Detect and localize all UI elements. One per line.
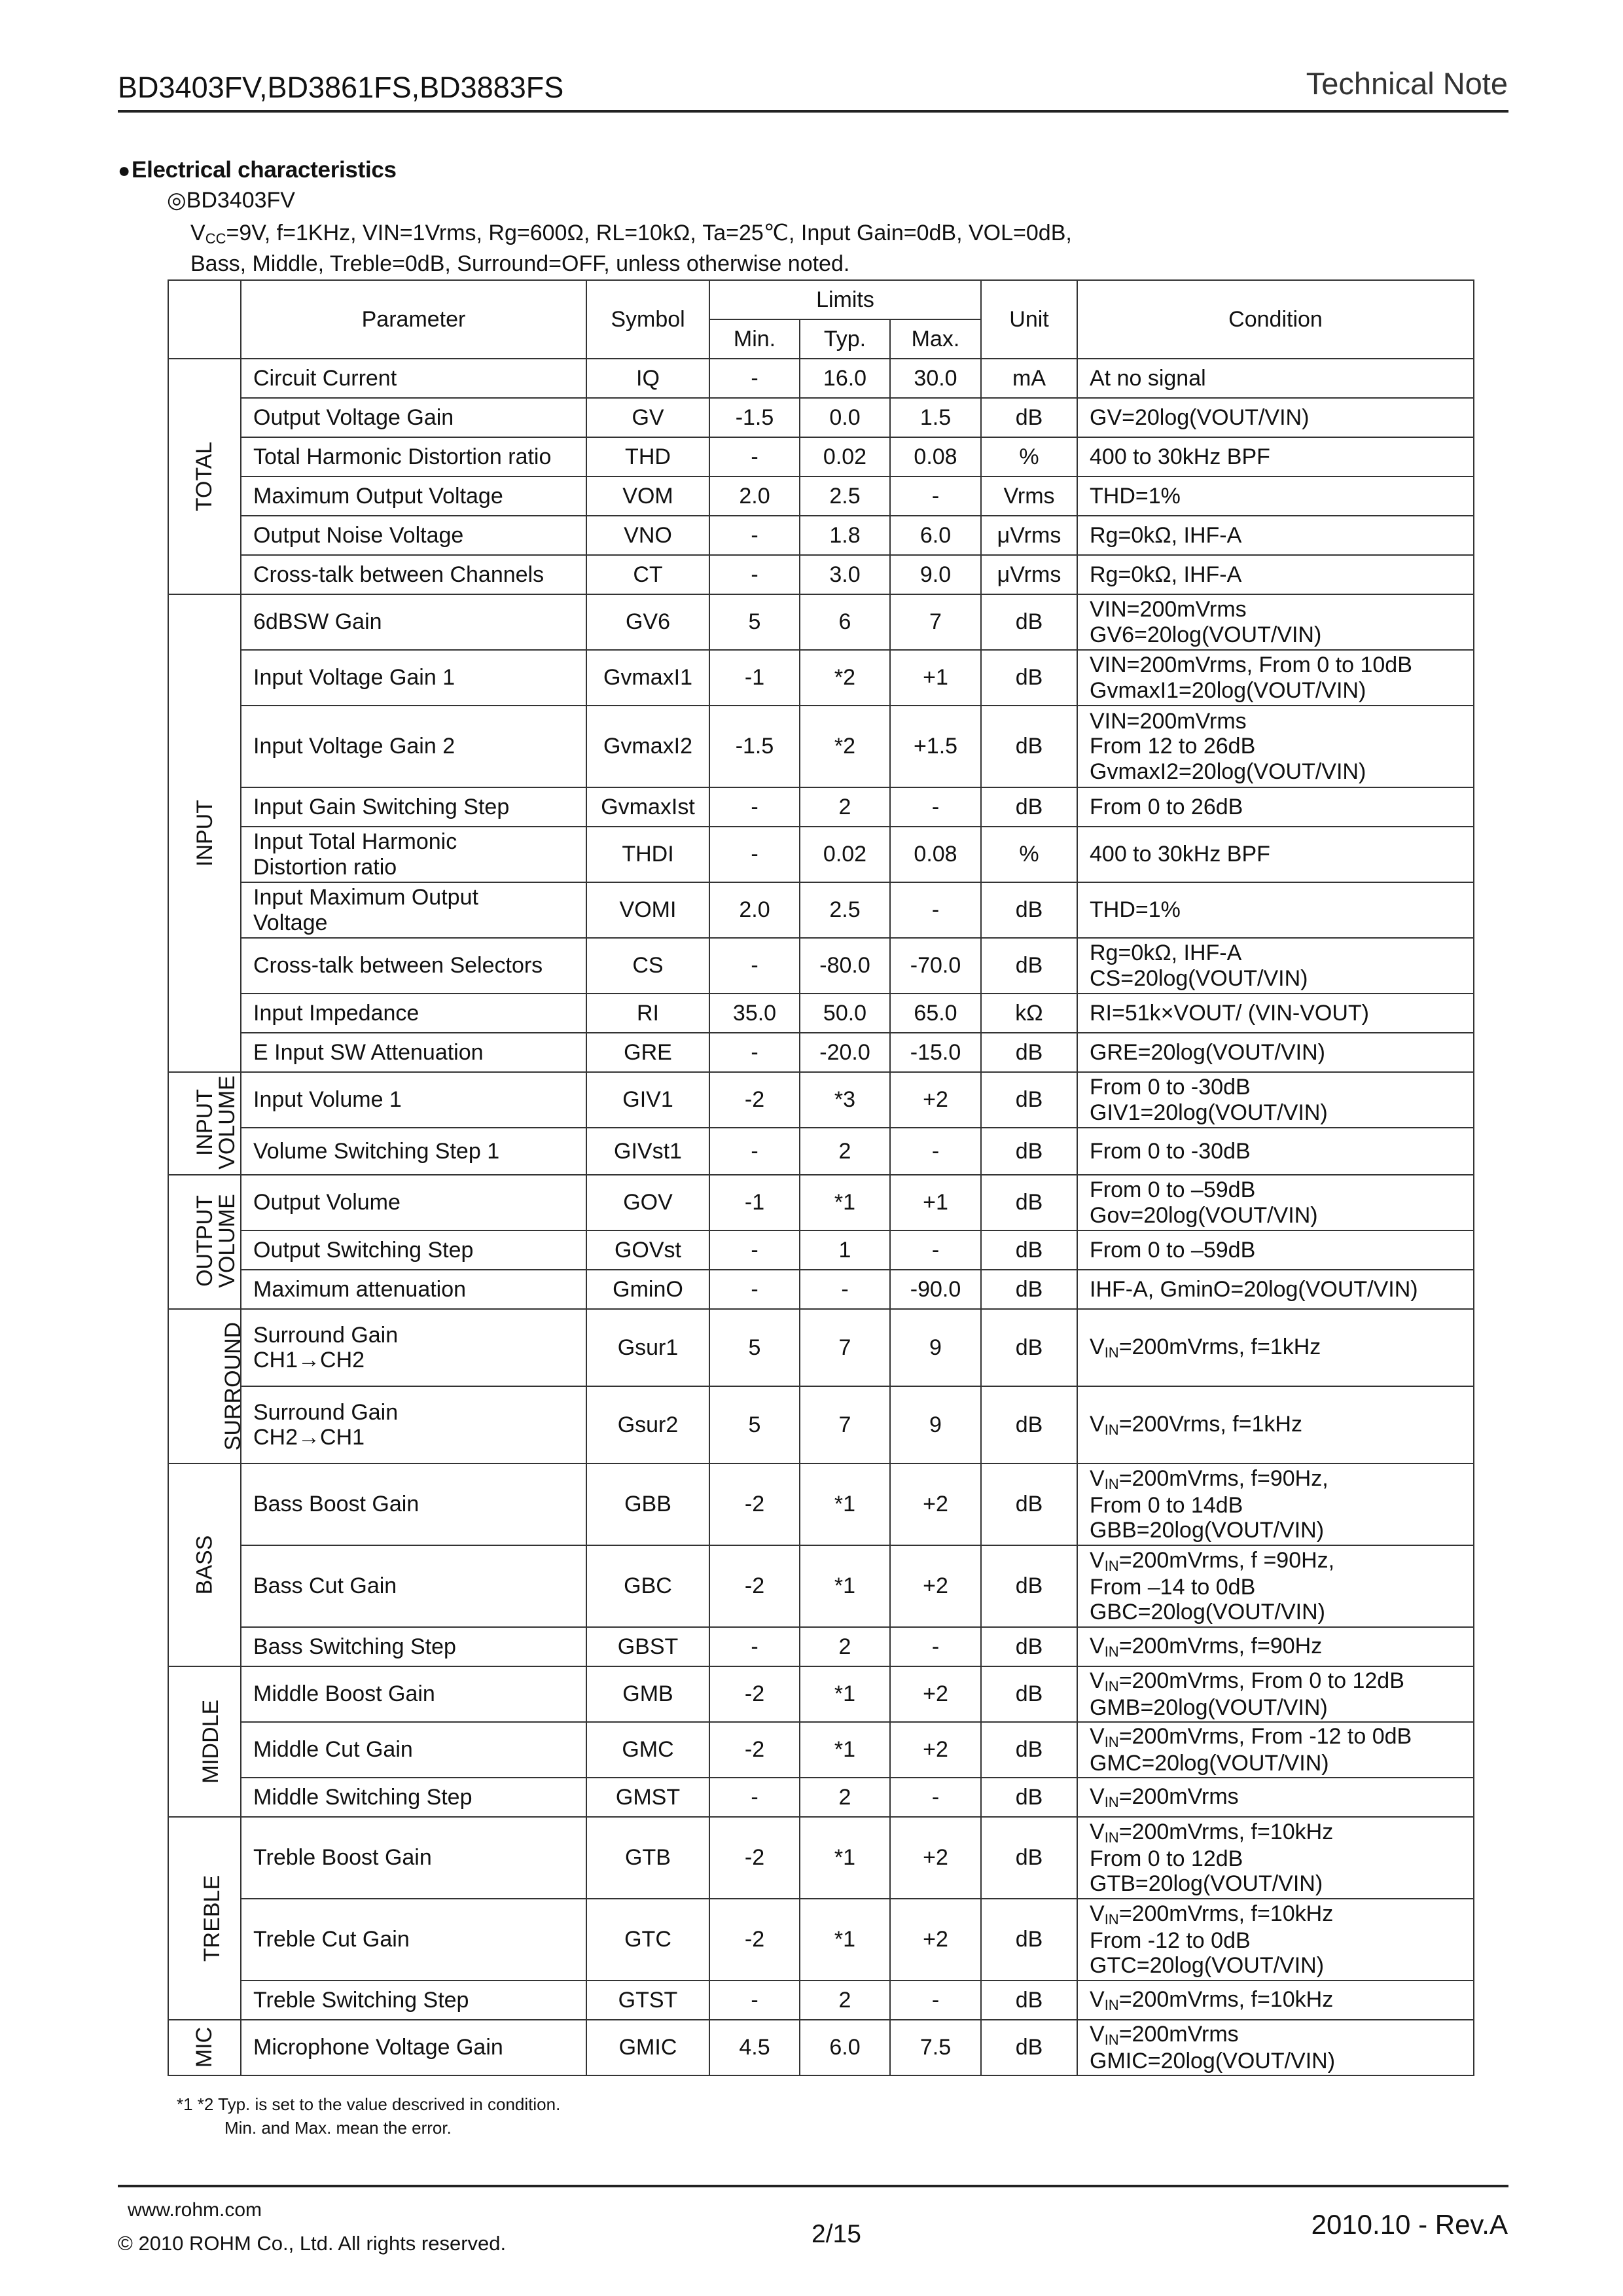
min-cell: -2 bbox=[709, 1666, 800, 1722]
table-row bbox=[168, 994, 1474, 1033]
unit-cell: dB bbox=[981, 1722, 1077, 1778]
symbol-cell: RI bbox=[586, 994, 709, 1033]
max-cell: - bbox=[890, 1627, 981, 1666]
max-cell: +2 bbox=[890, 1666, 981, 1722]
table-row bbox=[168, 1627, 1474, 1666]
max-cell: 1.5 bbox=[890, 398, 981, 437]
table-row bbox=[168, 437, 1474, 476]
max-cell: - bbox=[890, 1778, 981, 1817]
min-cell: - bbox=[709, 1033, 800, 1072]
min-cell: - bbox=[709, 1778, 800, 1817]
group-label: TREBLE bbox=[168, 1817, 241, 2020]
section-title bbox=[118, 157, 397, 183]
condition-cell: From 0 to 26dB bbox=[1077, 787, 1474, 827]
condition-cell: $V_{IN}=200mVrms$, f=1kHz bbox=[1077, 1309, 1474, 1386]
max-cell: 0.08 bbox=[890, 437, 981, 476]
symbol-cell: VOMI bbox=[586, 882, 709, 938]
typ-cell: 2.5 bbox=[800, 882, 890, 938]
table-row bbox=[168, 882, 1474, 938]
condition-cell: VIN=200mVrms GV6=20log(VOUT/VIN) bbox=[1077, 594, 1474, 650]
min-cell: - bbox=[709, 555, 800, 594]
parameter-cell: Input Gain Switching Step bbox=[241, 787, 586, 827]
parameter-cell: Surround Gain CH1→CH2 bbox=[241, 1309, 586, 1386]
condition-cell: GV=20log(VOUT/VIN) bbox=[1077, 398, 1474, 437]
header-condition: Condition bbox=[1077, 280, 1474, 359]
typ-cell: *2 bbox=[800, 650, 890, 706]
header-divider bbox=[118, 110, 1508, 113]
min-cell: -2 bbox=[709, 1463, 800, 1545]
table-row bbox=[168, 650, 1474, 706]
symbol-cell: GMIC bbox=[586, 2020, 709, 2075]
min-cell: - bbox=[709, 1981, 800, 2020]
parameter-cell: Surround Gain CH2→CH1 bbox=[241, 1386, 586, 1463]
header-min: Min. bbox=[709, 319, 800, 359]
typ-cell: 7 bbox=[800, 1309, 890, 1386]
test-conditions-line2: Bass, Middle, Treble=0dB, Surround=OFF, unless otherwise noted. bbox=[190, 251, 850, 276]
parameter-cell: Treble Cut Gain bbox=[241, 1899, 586, 1981]
typ-cell: *1 bbox=[800, 1817, 890, 1899]
typ-cell: 6 bbox=[800, 594, 890, 650]
unit-cell: dB bbox=[981, 706, 1077, 787]
typ-cell: 6.0 bbox=[800, 2020, 890, 2075]
min-cell: - bbox=[709, 827, 800, 882]
min-cell: - bbox=[709, 938, 800, 994]
symbol-cell: GBC bbox=[586, 1545, 709, 1627]
unit-cell: dB bbox=[981, 1175, 1077, 1230]
max-cell: - bbox=[890, 1230, 981, 1270]
table-row bbox=[168, 398, 1474, 437]
parameter-cell: Input Total Harmonic Distortion ratio bbox=[241, 827, 586, 882]
table-row bbox=[168, 594, 1474, 650]
page-number: 2/15 bbox=[812, 2220, 861, 2248]
min-cell: -1.5 bbox=[709, 398, 800, 437]
unit-cell: % bbox=[981, 437, 1077, 476]
symbol-cell: GvmaxIst bbox=[586, 787, 709, 827]
parameter-cell: Input Voltage Gain 1 bbox=[241, 650, 586, 706]
typ-cell: 2 bbox=[800, 1128, 890, 1175]
typ-cell: 1 bbox=[800, 1230, 890, 1270]
symbol-cell: GvmaxI1 bbox=[586, 650, 709, 706]
condition-cell: $V_{IN}=200mVrms$ bbox=[1077, 1778, 1474, 1817]
header-symbol: Symbol bbox=[586, 280, 709, 359]
condition-cell: GRE=20log(VOUT/VIN) bbox=[1077, 1033, 1474, 1072]
condition-cell: $V_{IN}=200mVrms$ GMIC=20log(VOUT/VIN) bbox=[1077, 2020, 1474, 2075]
symbol-cell: Gsur2 bbox=[586, 1386, 709, 1463]
table-row bbox=[168, 1899, 1474, 1981]
footer-url: www.rohm.com bbox=[128, 2199, 262, 2221]
condition-cell: 400 to 30kHz BPF bbox=[1077, 827, 1474, 882]
unit-cell: dB bbox=[981, 1230, 1077, 1270]
max-cell: +2 bbox=[890, 1817, 981, 1899]
table-row bbox=[168, 1033, 1474, 1072]
typ-cell: *1 bbox=[800, 1666, 890, 1722]
unit-cell: mA bbox=[981, 359, 1077, 398]
typ-cell: 0.02 bbox=[800, 827, 890, 882]
max-cell: +1.5 bbox=[890, 706, 981, 787]
footer-divider bbox=[118, 2185, 1508, 2187]
unit-cell: dB bbox=[981, 1666, 1077, 1722]
max-cell: - bbox=[890, 787, 981, 827]
unit-cell: dB bbox=[981, 1270, 1077, 1309]
table-row bbox=[168, 1817, 1474, 1899]
typ-cell: *2 bbox=[800, 706, 890, 787]
typ-cell: *1 bbox=[800, 1722, 890, 1778]
electrical-characteristics-table bbox=[168, 279, 1474, 2076]
table-row bbox=[168, 938, 1474, 994]
unit-cell: % bbox=[981, 827, 1077, 882]
symbol-cell: CS bbox=[586, 938, 709, 994]
min-cell: -2 bbox=[709, 1545, 800, 1627]
document-title: BD3403FV,BD3861FS,BD3883FS bbox=[118, 71, 564, 104]
symbol-cell: GMB bbox=[586, 1666, 709, 1722]
symbol-cell: GIVst1 bbox=[586, 1128, 709, 1175]
test-conditions-line1: $V_{CC}=9V$, f=1KHz, VIN=1Vrms, Rg=600Ω, RL=10kΩ, Ta=25℃, Input Gain=0dB, VOL=0dB, bbox=[190, 221, 1072, 247]
min-cell: -2 bbox=[709, 1899, 800, 1981]
max-cell: - bbox=[890, 882, 981, 938]
unit-cell: dB bbox=[981, 2020, 1077, 2075]
max-cell: -90.0 bbox=[890, 1270, 981, 1309]
condition-cell: $V_{IN}=200mVrms$, f=90Hz bbox=[1077, 1627, 1474, 1666]
symbol-cell: THD bbox=[586, 437, 709, 476]
condition-cell: Rg=0kΩ, IHF-A bbox=[1077, 555, 1474, 594]
min-cell: 35.0 bbox=[709, 994, 800, 1033]
group-label: SURROUND bbox=[168, 1309, 241, 1463]
unit-cell: dB bbox=[981, 1981, 1077, 2020]
max-cell: -70.0 bbox=[890, 938, 981, 994]
typ-cell: *1 bbox=[800, 1175, 890, 1230]
unit-cell: Vrms bbox=[981, 476, 1077, 516]
max-cell: 0.08 bbox=[890, 827, 981, 882]
symbol-cell: GOV bbox=[586, 1175, 709, 1230]
symbol-cell: GTB bbox=[586, 1817, 709, 1899]
table-row bbox=[168, 516, 1474, 555]
max-cell: 30.0 bbox=[890, 359, 981, 398]
min-cell: - bbox=[709, 1627, 800, 1666]
condition-cell: From 0 to -30dB GIV1=20log(VOUT/VIN) bbox=[1077, 1072, 1474, 1128]
unit-cell: dB bbox=[981, 650, 1077, 706]
group-label: INPUT VOLUME bbox=[168, 1072, 241, 1175]
parameter-cell: Output Voltage Gain bbox=[241, 398, 586, 437]
min-cell: 4.5 bbox=[709, 2020, 800, 2075]
max-cell: - bbox=[890, 1981, 981, 2020]
max-cell: - bbox=[890, 476, 981, 516]
max-cell: +2 bbox=[890, 1072, 981, 1128]
footnote-1: *1 *2 Typ. is set to the value descrived in condition. bbox=[177, 2094, 561, 2114]
table-row bbox=[168, 1386, 1474, 1463]
symbol-cell: GMST bbox=[586, 1778, 709, 1817]
table-row bbox=[168, 1666, 1474, 1722]
condition-cell: THD=1% bbox=[1077, 476, 1474, 516]
unit-cell: kΩ bbox=[981, 994, 1077, 1033]
parameter-cell: Cross-talk between Selectors bbox=[241, 938, 586, 994]
min-cell: -1.5 bbox=[709, 706, 800, 787]
symbol-cell: GTST bbox=[586, 1981, 709, 2020]
technical-note-label: Technical Note bbox=[1306, 66, 1508, 101]
table-row bbox=[168, 1309, 1474, 1386]
unit-cell: dB bbox=[981, 1033, 1077, 1072]
table-row bbox=[168, 706, 1474, 787]
symbol-cell: GIV1 bbox=[586, 1072, 709, 1128]
typ-cell: 2 bbox=[800, 1981, 890, 2020]
min-cell: - bbox=[709, 1230, 800, 1270]
condition-cell: $V_{IN}=200Vrms$, f=1kHz bbox=[1077, 1386, 1474, 1463]
header-unit: Unit bbox=[981, 280, 1077, 359]
condition-cell: THD=1% bbox=[1077, 882, 1474, 938]
min-cell: - bbox=[709, 359, 800, 398]
unit-cell: dB bbox=[981, 1899, 1077, 1981]
symbol-cell: GMC bbox=[586, 1722, 709, 1778]
parameter-cell: Bass Switching Step bbox=[241, 1627, 586, 1666]
group-label: INPUT bbox=[168, 594, 241, 1072]
typ-cell: 7 bbox=[800, 1386, 890, 1463]
min-cell: - bbox=[709, 787, 800, 827]
unit-cell: dB bbox=[981, 1386, 1077, 1463]
min-cell: -1 bbox=[709, 650, 800, 706]
table-row bbox=[168, 555, 1474, 594]
symbol-cell: GBST bbox=[586, 1627, 709, 1666]
symbol-cell: Gsur1 bbox=[586, 1309, 709, 1386]
unit-cell: dB bbox=[981, 787, 1077, 827]
unit-cell: dB bbox=[981, 1072, 1077, 1128]
typ-cell: *1 bbox=[800, 1545, 890, 1627]
typ-cell: 3.0 bbox=[800, 555, 890, 594]
parameter-cell: Circuit Current bbox=[241, 359, 586, 398]
parameter-cell: Bass Cut Gain bbox=[241, 1545, 586, 1627]
max-cell: +1 bbox=[890, 650, 981, 706]
parameter-cell: Microphone Voltage Gain bbox=[241, 2020, 586, 2075]
table-row bbox=[168, 827, 1474, 882]
parameter-cell: Input Voltage Gain 2 bbox=[241, 706, 586, 787]
table-row bbox=[168, 1072, 1474, 1128]
symbol-cell: IQ bbox=[586, 359, 709, 398]
table-row bbox=[168, 1545, 1474, 1627]
header-group-blank bbox=[168, 280, 241, 359]
table-row bbox=[168, 1463, 1474, 1545]
group-label: MIC bbox=[168, 2020, 241, 2075]
group-label: TOTAL bbox=[168, 359, 241, 594]
min-cell: - bbox=[709, 1128, 800, 1175]
group-label: OUTPUT VOLUME bbox=[168, 1175, 241, 1309]
typ-cell: *1 bbox=[800, 1899, 890, 1981]
min-cell: - bbox=[709, 1270, 800, 1309]
unit-cell: dB bbox=[981, 1463, 1077, 1545]
max-cell: +2 bbox=[890, 1899, 981, 1981]
unit-cell: dB bbox=[981, 398, 1077, 437]
condition-cell: $V_{IN}=200mVrms$, f=10kHz From 0 to 12dB GTB=20log(VOUT/VIN) bbox=[1077, 1817, 1474, 1899]
typ-cell: *1 bbox=[800, 1463, 890, 1545]
parameter-cell: Cross-talk between Channels bbox=[241, 555, 586, 594]
unit-cell: dB bbox=[981, 1309, 1077, 1386]
symbol-cell: GOVst bbox=[586, 1230, 709, 1270]
bullet-icon: ● bbox=[118, 158, 131, 182]
min-cell: -2 bbox=[709, 1722, 800, 1778]
typ-cell: 0.0 bbox=[800, 398, 890, 437]
parameter-cell: Treble Boost Gain bbox=[241, 1817, 586, 1899]
condition-cell: From 0 to –59dB bbox=[1077, 1230, 1474, 1270]
symbol-cell: GminO bbox=[586, 1270, 709, 1309]
typ-cell: -80.0 bbox=[800, 938, 890, 994]
table-row bbox=[168, 1230, 1474, 1270]
max-cell: +2 bbox=[890, 1722, 981, 1778]
parameter-cell: Maximum Output Voltage bbox=[241, 476, 586, 516]
typ-cell: -20.0 bbox=[800, 1033, 890, 1072]
min-cell: - bbox=[709, 437, 800, 476]
parameter-cell: Output Switching Step bbox=[241, 1230, 586, 1270]
unit-cell: μVrms bbox=[981, 555, 1077, 594]
typ-cell: 16.0 bbox=[800, 359, 890, 398]
parameter-cell: Input Impedance bbox=[241, 994, 586, 1033]
device-label: ◎BD3403FV bbox=[167, 188, 295, 213]
min-cell: -2 bbox=[709, 1072, 800, 1128]
max-cell: +2 bbox=[890, 1545, 981, 1627]
table-row bbox=[168, 787, 1474, 827]
max-cell: 7 bbox=[890, 594, 981, 650]
parameter-cell: Total Harmonic Distortion ratio bbox=[241, 437, 586, 476]
condition-cell: Rg=0kΩ, IHF-A bbox=[1077, 516, 1474, 555]
table-row bbox=[168, 1270, 1474, 1309]
table-row bbox=[168, 1722, 1474, 1778]
max-cell: 9 bbox=[890, 1386, 981, 1463]
condition-cell: IHF-A, GminO=20log(VOUT/VIN) bbox=[1077, 1270, 1474, 1309]
header-limits: Limits bbox=[709, 280, 981, 319]
symbol-cell: VNO bbox=[586, 516, 709, 555]
symbol-cell: CT bbox=[586, 555, 709, 594]
min-cell: -1 bbox=[709, 1175, 800, 1230]
header-max: Max. bbox=[890, 319, 981, 359]
parameter-cell: Middle Boost Gain bbox=[241, 1666, 586, 1722]
condition-cell: $V_{IN}=200mVrms$, From -12 to 0dB GMC=20log(VOUT/VIN) bbox=[1077, 1722, 1474, 1778]
unit-cell: dB bbox=[981, 1128, 1077, 1175]
typ-cell: 2 bbox=[800, 1627, 890, 1666]
group-label: BASS bbox=[168, 1463, 241, 1666]
min-cell: 5 bbox=[709, 1386, 800, 1463]
max-cell: +1 bbox=[890, 1175, 981, 1230]
parameter-cell: 6dBSW Gain bbox=[241, 594, 586, 650]
symbol-cell: GBB bbox=[586, 1463, 709, 1545]
parameter-cell: Volume Switching Step 1 bbox=[241, 1128, 586, 1175]
typ-cell: 50.0 bbox=[800, 994, 890, 1033]
condition-cell: $V_{IN}=200mVrms$, f=10kHz From -12 to 0dB GTC=20log(VOUT/VIN) bbox=[1077, 1899, 1474, 1981]
typ-cell: - bbox=[800, 1270, 890, 1309]
table-row bbox=[168, 1981, 1474, 2020]
parameter-cell: Input Volume 1 bbox=[241, 1072, 586, 1128]
max-cell: -15.0 bbox=[890, 1033, 981, 1072]
min-cell: - bbox=[709, 516, 800, 555]
condition-cell: $V_{IN}=200mVrms$, f =90Hz, From –14 to 0dB GBC=20log(VOUT/VIN) bbox=[1077, 1545, 1474, 1627]
table-row bbox=[168, 359, 1474, 398]
symbol-cell: GV6 bbox=[586, 594, 709, 650]
unit-cell: μVrms bbox=[981, 516, 1077, 555]
symbol-cell: GRE bbox=[586, 1033, 709, 1072]
table-row bbox=[168, 476, 1474, 516]
min-cell: 5 bbox=[709, 1309, 800, 1386]
symbol-cell: THDI bbox=[586, 827, 709, 882]
parameter-cell: Output Noise Voltage bbox=[241, 516, 586, 555]
max-cell: 9.0 bbox=[890, 555, 981, 594]
parameter-cell: Output Volume bbox=[241, 1175, 586, 1230]
max-cell: +2 bbox=[890, 1463, 981, 1545]
condition-cell: From 0 to -30dB bbox=[1077, 1128, 1474, 1175]
max-cell: 9 bbox=[890, 1309, 981, 1386]
parameter-cell: Input Maximum Output Voltage bbox=[241, 882, 586, 938]
unit-cell: dB bbox=[981, 1817, 1077, 1899]
table-row bbox=[168, 2020, 1474, 2075]
footnote-2: Min. and Max. mean the error. bbox=[224, 2118, 452, 2138]
condition-cell: 400 to 30kHz BPF bbox=[1077, 437, 1474, 476]
condition-cell: Rg=0kΩ, IHF-A CS=20log(VOUT/VIN) bbox=[1077, 938, 1474, 994]
group-label: MIDDLE bbox=[168, 1666, 241, 1817]
symbol-cell: GTC bbox=[586, 1899, 709, 1981]
header-parameter: Parameter bbox=[241, 280, 586, 359]
typ-cell: 2.5 bbox=[800, 476, 890, 516]
footer-copyright: © 2010 ROHM Co., Ltd. All rights reserved. bbox=[118, 2232, 507, 2255]
min-cell: 2.0 bbox=[709, 882, 800, 938]
table-row bbox=[168, 1128, 1474, 1175]
unit-cell: dB bbox=[981, 1627, 1077, 1666]
unit-cell: dB bbox=[981, 1778, 1077, 1817]
unit-cell: dB bbox=[981, 1545, 1077, 1627]
min-cell: 2.0 bbox=[709, 476, 800, 516]
condition-cell: $V_{IN}=200mVrms$, f=90Hz, From 0 to 14dB GBB=20log(VOUT/VIN) bbox=[1077, 1463, 1474, 1545]
header-typ: Typ. bbox=[800, 319, 890, 359]
unit-cell: dB bbox=[981, 594, 1077, 650]
condition-cell: RI=51k×VOUT/ (VIN-VOUT) bbox=[1077, 994, 1474, 1033]
typ-cell: *3 bbox=[800, 1072, 890, 1128]
typ-cell: 2 bbox=[800, 787, 890, 827]
symbol-cell: GvmaxI2 bbox=[586, 706, 709, 787]
symbol-cell: VOM bbox=[586, 476, 709, 516]
condition-cell: VIN=200mVrms From 12 to 26dB GvmaxI2=20log(VOUT/VIN) bbox=[1077, 706, 1474, 787]
section-title-text: Electrical characteristics bbox=[132, 157, 397, 183]
symbol-cell: GV bbox=[586, 398, 709, 437]
max-cell: - bbox=[890, 1128, 981, 1175]
condition-cell: At no signal bbox=[1077, 359, 1474, 398]
table-row bbox=[168, 1778, 1474, 1817]
table-row bbox=[168, 1175, 1474, 1230]
max-cell: 65.0 bbox=[890, 994, 981, 1033]
max-cell: 6.0 bbox=[890, 516, 981, 555]
condition-cell: From 0 to –59dB Gov=20log(VOUT/VIN) bbox=[1077, 1175, 1474, 1230]
parameter-cell: E Input SW Attenuation bbox=[241, 1033, 586, 1072]
unit-cell: dB bbox=[981, 882, 1077, 938]
parameter-cell: Bass Boost Gain bbox=[241, 1463, 586, 1545]
parameter-cell: Treble Switching Step bbox=[241, 1981, 586, 2020]
typ-cell: 1.8 bbox=[800, 516, 890, 555]
condition-cell: VIN=200mVrms, From 0 to 10dB GvmaxI1=20log(VOUT/VIN) bbox=[1077, 650, 1474, 706]
condition-cell: $V_{IN}=200mVrms$, f=10kHz bbox=[1077, 1981, 1474, 2020]
min-cell: -2 bbox=[709, 1817, 800, 1899]
unit-cell: dB bbox=[981, 938, 1077, 994]
min-cell: 5 bbox=[709, 594, 800, 650]
max-cell: 7.5 bbox=[890, 2020, 981, 2075]
typ-cell: 0.02 bbox=[800, 437, 890, 476]
typ-cell: 2 bbox=[800, 1778, 890, 1817]
parameter-cell: Middle Switching Step bbox=[241, 1778, 586, 1817]
parameter-cell: Maximum attenuation bbox=[241, 1270, 586, 1309]
parameter-cell: Middle Cut Gain bbox=[241, 1722, 586, 1778]
revision-label: 2010.10 - Rev.A bbox=[1311, 2209, 1508, 2240]
condition-cell: $V_{IN}=200mVrms$, From 0 to 12dB GMB=20log(VOUT/VIN) bbox=[1077, 1666, 1474, 1722]
